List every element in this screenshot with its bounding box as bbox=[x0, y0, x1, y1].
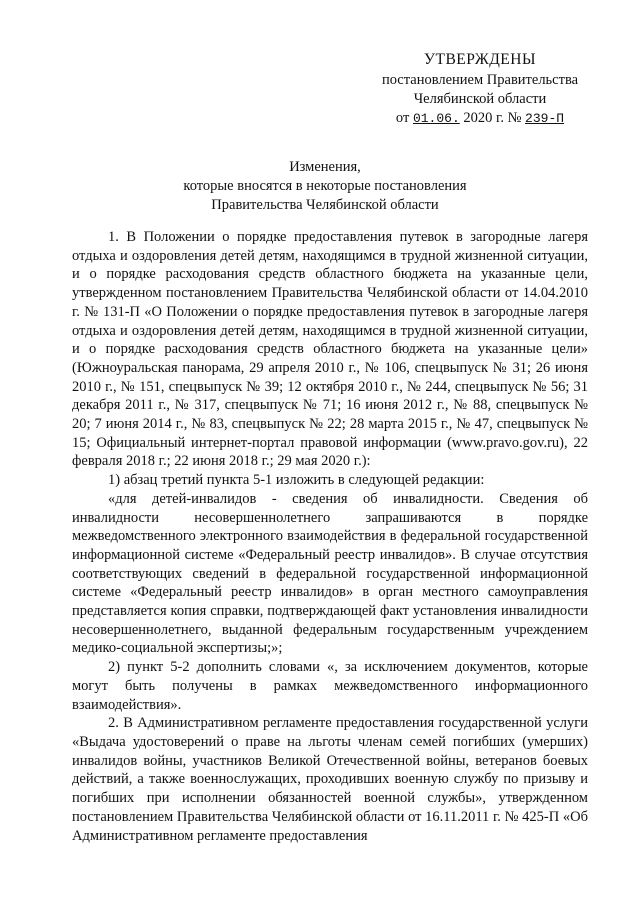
title-line-1: Изменения, bbox=[289, 159, 361, 175]
title-line-3: Правительства Челябинской области bbox=[211, 197, 439, 213]
approval-stamp bbox=[360, 50, 600, 128]
approval-prefix: от bbox=[395, 110, 410, 126]
document-body bbox=[72, 228, 588, 845]
approval-year: 2020 г. № bbox=[463, 110, 522, 126]
approval-date: 01.06. bbox=[412, 111, 460, 126]
document-title bbox=[60, 158, 590, 215]
approval-date-line bbox=[360, 109, 600, 128]
approval-heading: УТВЕРЖДЕНЫ bbox=[424, 51, 536, 68]
paragraph-2: 1) абзац третий пункта 5-1 изложить в следующей редакции: bbox=[108, 472, 485, 489]
paragraph-1: 1. В Положении о порядке предоставления путевок в загородные лагеря отдыха и оздоровления детей детям, находящимся в трудной жизненной ситуации, и о порядке расходования средств областного бюджета на указанные цели, утвержденном постановлением Правительства Челябинской области от 14.04.2010 г. № 131-П «О Положении о порядке предоставления путевок в загородные лагеря отдыха и оздоровления детей детям, находящимся в трудной жизненной ситуации, и о порядке расходования средств областного бюджета на указанные цели» (Южноуральская панорама, 29 апреля 2010 г., № 106, спецвыпуск № 31; 26 июня 2010 г., № 151, спецвыпуск № 39; 12 октября 2010 г., № 244, спецвыпуск № 56; 31 декабря 2011 г., № 317, спецвыпуск № 71; 16 июня 2012 г., № 88, спецвыпуск № 20; 7 июня 2014 г., № 83, спецвыпуск № 22; 28 марта 2015 г., № 47, спецвыпуск № 15; Официальный интернет-портал правовой информации (www.pravo.gov.ru), 22 февраля 2018 г.; 22 июня 2018 г.; 29 мая 2020 г.): bbox=[72, 229, 588, 470]
paragraph-3: «для детей-инвалидов - сведения об инвалидности. Сведения об инвалидности несовершеннолетнего запрашиваются в порядке межведомственного электронного взаимодействия в федеральной государственной информационной системе «Федеральный реестр инвалидов». В случае отсутствия соответствующих сведений в федеральной государственной информационной системе «Федеральный реестр инвалидов» в орган местного самоуправления представляется копия справки, подтверждающей факт установления инвалидности несовершеннолетнего, выданной федеральным государственным учреждением медико-социальной экспертизы;»; bbox=[72, 490, 588, 657]
paragraph-5: 2. В Административном регламенте предоставления государственной услуги «Выдача удостоверений о праве на льготы членам семей погибших (умерших) инвалидов войны, участников Великой Отечественной войны, ветеранов боевых действий, а также военнослужащих, проходивших военную службу по призыву и погибших при исполнении обязанностей военной службы», утвержденном постановлением Правительства Челябинской области от 16.11.2011 г. № 425-П «Об Административном регламенте предоставления bbox=[72, 715, 588, 844]
approval-line-2: Челябинской области bbox=[413, 91, 547, 107]
approval-line-1: постановлением Правительства bbox=[381, 72, 579, 88]
paragraph-4: 2) пункт 5-2 дополнить словами «, за исключением документов, которые могут быть получены в рамках межведомственного информационного взаимодействия». bbox=[72, 659, 588, 713]
title-line-2: которые вносятся в некоторые постановления bbox=[183, 178, 467, 194]
approval-number: 239-П bbox=[525, 111, 565, 126]
